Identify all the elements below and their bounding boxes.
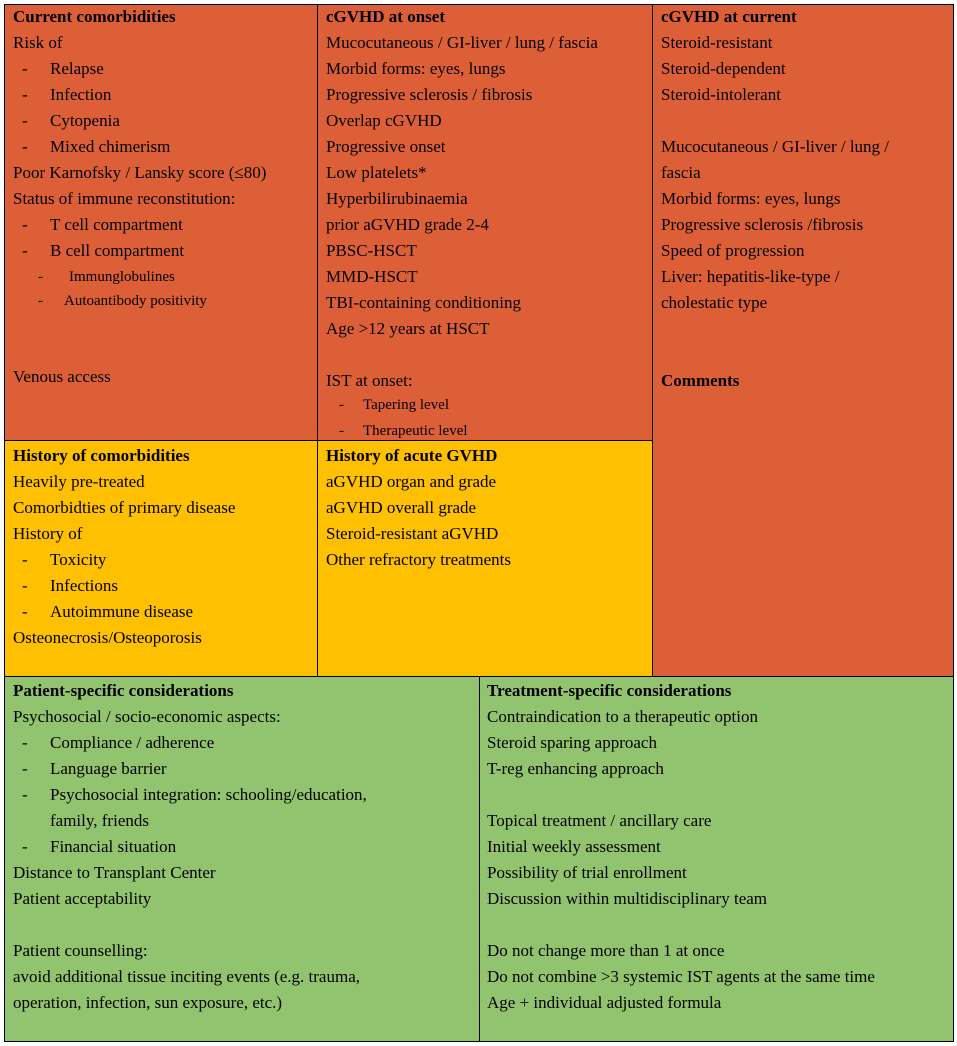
current-item: Mucocutaneous / GI-liver / lung /	[661, 137, 890, 156]
history-item: History of	[13, 524, 83, 543]
acute-item: Other refractory treatments	[326, 550, 512, 569]
onset-item: Low platelets*	[326, 163, 427, 182]
dash: -	[38, 269, 43, 285]
cell-patient-specific	[4, 676, 480, 1042]
patient-item: family, friends	[50, 811, 149, 830]
onset-item: MMD-HSCT	[326, 267, 418, 286]
current-item: cholestatic type	[661, 293, 768, 312]
cgvhd-onset-heading: cGVHD at onset	[326, 7, 445, 26]
acute-item: Steroid-resistant aGVHD	[326, 524, 499, 543]
immune-status-label: Status of immune reconstitution:	[13, 189, 236, 208]
onset-item: Hyperbilirubinaemia	[326, 189, 468, 208]
dash: -	[22, 733, 28, 752]
venous-access: Venous access	[13, 367, 111, 386]
dash: -	[339, 397, 344, 413]
treatment-item: T-reg enhancing approach	[487, 759, 664, 778]
psychosocial-label: Psychosocial / socio-economic aspects:	[13, 707, 281, 726]
dash: -	[22, 785, 28, 804]
dash: -	[22, 759, 28, 778]
patient-item: Psychosocial integration: schooling/education,	[50, 785, 367, 804]
history-acute-heading: History of acute GVHD	[326, 446, 498, 465]
current-item: Morbid forms: eyes, lungs	[661, 189, 841, 208]
treatment-item: Initial weekly assessment	[487, 837, 661, 856]
dash: -	[22, 215, 28, 234]
acute-item: aGVHD overall grade	[326, 498, 477, 517]
dash: -	[22, 111, 28, 130]
treatment-item: Steroid sparing approach	[487, 733, 657, 752]
current-item: Liver: hepatitis-like-type /	[661, 267, 840, 286]
dash: -	[339, 423, 344, 439]
dash: -	[22, 59, 28, 78]
onset-item: Overlap cGVHD	[326, 111, 442, 130]
current-item: Speed of progression	[661, 241, 805, 260]
immune-item: B cell compartment	[50, 241, 185, 260]
onset-item: Progressive sclerosis / fibrosis	[326, 85, 533, 104]
treatment-item: Discussion within multidisciplinary team	[487, 889, 768, 908]
risk-item: Relapse	[50, 59, 104, 78]
history-item: Osteonecrosis/Osteoporosis	[13, 628, 202, 647]
acute-item: aGVHD organ and grade	[326, 472, 497, 491]
distance-label: Distance to Transplant Center	[13, 863, 216, 882]
risk-item: Mixed chimerism	[50, 137, 171, 156]
counselling-label: Patient counselling:	[13, 941, 148, 960]
dash: -	[22, 241, 28, 260]
onset-item: Progressive onset	[326, 137, 446, 156]
risk-item: Infection	[50, 85, 112, 104]
current-item: fascia	[661, 163, 701, 182]
dash: -	[22, 602, 28, 621]
treatment-item: Do not change more than 1 at once	[487, 941, 725, 960]
steroid-item: Steroid-resistant	[661, 33, 773, 52]
steroid-item: Steroid-intolerant	[661, 85, 781, 104]
dash: -	[22, 837, 28, 856]
onset-item: Mucocutaneous / GI-liver / lung / fascia	[326, 33, 598, 52]
cgvhd-current-heading: cGVHD at current	[661, 7, 797, 26]
risk-item: Cytopenia	[50, 111, 120, 130]
dash: -	[22, 137, 28, 156]
history-item: Heavily pre-treated	[13, 472, 145, 491]
steroid-item: Steroid-dependent	[661, 59, 786, 78]
ist-item: Therapeutic level	[363, 423, 468, 439]
history-subitem: Toxicity	[50, 550, 107, 569]
patient-item: Compliance / adherence	[50, 733, 215, 752]
current-item: Progressive sclerosis /fibrosis	[661, 215, 864, 234]
dash: -	[22, 550, 28, 569]
patient-item: Language barrier	[50, 759, 167, 778]
patient-specific-heading: Patient-specific considerations	[13, 681, 234, 700]
current-comorbidities-heading: Current comorbidities	[13, 7, 176, 26]
history-subitem: Infections	[50, 576, 118, 595]
comments-heading: Comments	[661, 371, 740, 390]
onset-item: Morbid forms: eyes, lungs	[326, 59, 506, 78]
onset-item: PBSC-HSCT	[326, 241, 417, 260]
cell-treatment-specific	[479, 676, 954, 1042]
treatment-item: Do not combine >3 systemic IST agents at the same time	[487, 967, 875, 986]
ist-onset-label: IST at onset:	[326, 371, 413, 390]
treatment-item: Contraindication to a therapeutic option	[487, 707, 758, 726]
counselling-text: avoid additional tissue inciting events (e.g. trauma,	[13, 967, 360, 986]
dash: -	[38, 293, 43, 309]
treatment-specific-heading: Treatment-specific considerations	[487, 681, 732, 700]
dash: -	[22, 85, 28, 104]
history-comorbidities-heading: History of comorbidities	[13, 446, 190, 465]
counselling-text: operation, infection, sun exposure, etc.)	[13, 993, 283, 1012]
ist-item: Tapering level	[363, 397, 449, 413]
risk-of-label: Risk of	[13, 33, 63, 52]
history-item: Comorbidties of primary disease	[13, 498, 236, 517]
history-subitem: Autoimmune disease	[50, 602, 194, 621]
patient-item: Financial situation	[50, 837, 177, 856]
immune-item: T cell compartment	[50, 215, 183, 234]
treatment-item: Topical treatment / ancillary care	[487, 811, 712, 830]
onset-item: TBI-containing conditioning	[326, 293, 521, 312]
immune-subitem: Autoantibody positivity	[64, 293, 207, 309]
acceptability-label: Patient acceptability	[13, 889, 152, 908]
karnofsky-score: Poor Karnofsky / Lansky score (≤80)	[13, 163, 267, 182]
onset-item: prior aGVHD grade 2-4	[326, 215, 489, 234]
treatment-item: Age + individual adjusted formula	[487, 993, 722, 1012]
onset-item: Age >12 years at HSCT	[326, 319, 490, 338]
treatment-item: Possibility of trial enrollment	[487, 863, 687, 882]
immune-subitem: Immunglobulines	[69, 269, 175, 285]
dash: -	[22, 576, 28, 595]
